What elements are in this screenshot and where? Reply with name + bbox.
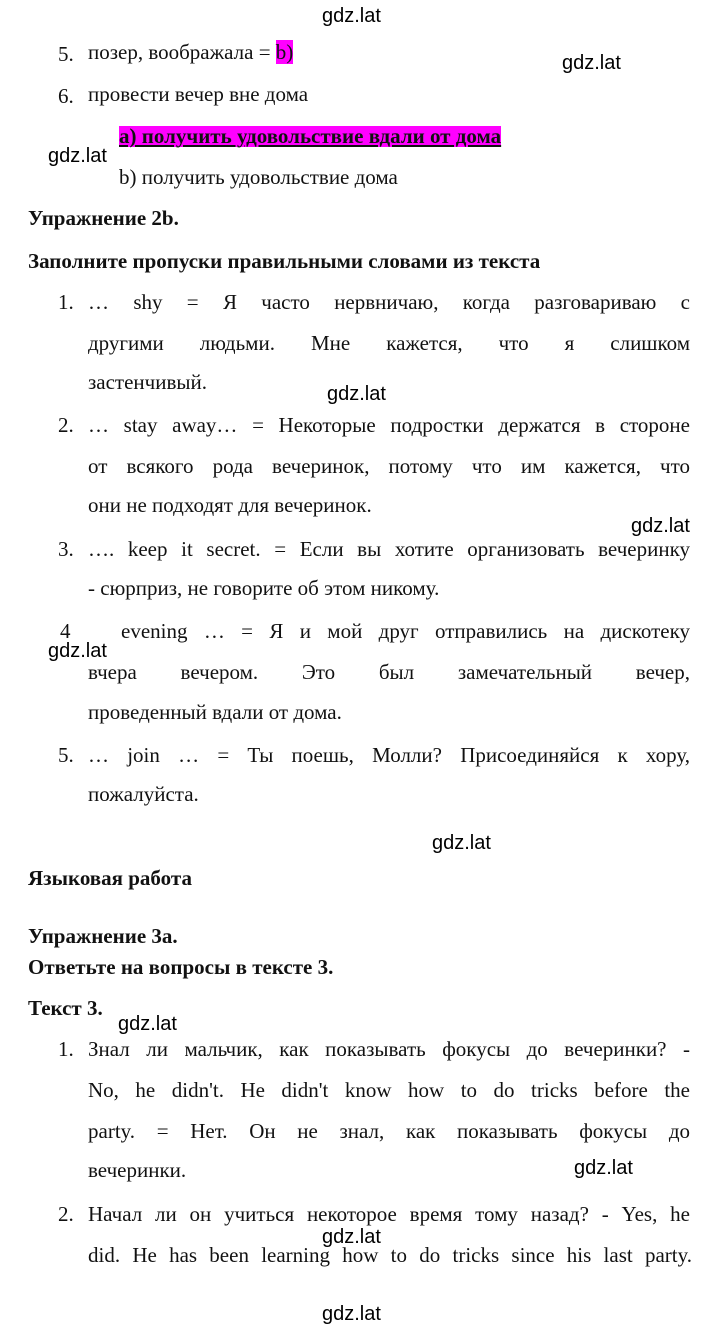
language-work-title: Языковая работа <box>28 866 192 890</box>
ex3a-item-2-number: 2. <box>58 1202 74 1226</box>
ex2b-item-4-number: 4 <box>60 619 71 643</box>
ex2b-item-2-number: 2. <box>58 413 74 437</box>
ex3a-item-1-line-4: вечеринки. <box>88 1158 187 1182</box>
watermark: gdz.lat <box>322 5 381 27</box>
exercise-2b-title: Упражнение 2b. <box>28 206 179 230</box>
item-5-text <box>88 42 293 63</box>
ex2b-item-1-number: 1. <box>58 290 74 314</box>
ex3a-item-1-line-3: party. = Нет. Он не знал, как показывать фокусы до <box>88 1119 690 1143</box>
ex2b-item-4-line-3: проведенный вдали от дома. <box>88 700 342 724</box>
ex2b-item-1-line-1: … shy = Я часто нервничаю, когда разговариваю с <box>88 290 690 314</box>
watermark: gdz.lat <box>48 145 107 167</box>
ex3a-item-1-number: 1. <box>58 1037 74 1061</box>
option-a-highlighted: а) получить удовольствие вдали от дома <box>119 124 502 148</box>
item-5-number: 5. <box>58 42 74 66</box>
ex2b-item-3-line-2: - сюрприз, не говорите об этом никому. <box>88 576 440 600</box>
ex2b-item-4-line-1: evening … = Я и мой друг отправились на дискотеку <box>121 619 690 643</box>
exercise-3a-title: Упражнение 3а. <box>28 924 178 948</box>
ex2b-item-2-line-2: от всякого рода вечеринок, потому что им кажется, что <box>88 454 690 478</box>
exercise-2b-instruction: Заполните пропуски правильными словами из текста <box>28 249 541 273</box>
item-5-answer: b) <box>275 40 294 64</box>
ex3a-item-2-line-2: did. He has been learning how to do tricks since his last party. <box>88 1243 692 1267</box>
watermark: gdz.lat <box>327 383 386 405</box>
ex3a-item-1-line-1: Знал ли мальчик, как показывать фокусы до вечеринки? - <box>88 1037 690 1061</box>
ex2b-item-1-line-2: другими людьми. Мне кажется, что я слишком <box>88 331 690 355</box>
watermark: gdz.lat <box>118 1013 177 1035</box>
watermark: gdz.lat <box>322 1226 381 1248</box>
item-6-text: провести вечер вне дома <box>88 82 309 106</box>
ex2b-item-3-number: 3. <box>58 537 74 561</box>
watermark: gdz.lat <box>574 1157 633 1179</box>
item-6-number: 6. <box>58 84 74 108</box>
watermark: gdz.lat <box>48 640 107 662</box>
exercise-3a-instruction: Ответьте на вопросы в тексте 3. <box>28 955 334 979</box>
ex2b-item-2-line-1: … stay away… = Некоторые подростки держатся в стороне <box>88 413 690 437</box>
ex2b-item-3-line-1: …. keep it secret. = Если вы хотите организовать вечеринку <box>88 537 690 561</box>
ex2b-item-5-number: 5. <box>58 743 74 767</box>
ex3a-item-1-line-2: No, he didn't. He didn't know how to do tricks before the <box>88 1078 690 1102</box>
option-b: b) получить удовольствие дома <box>119 165 398 189</box>
ex2b-item-5-line-1: … join … = Ты поешь, Молли? Присоединяйся к хору, <box>88 743 690 767</box>
ex3a-item-2-line-1: Начал ли он учиться некоторое время тому назад? - Yes, he <box>88 1202 690 1226</box>
watermark: gdz.lat <box>631 515 690 537</box>
watermark: gdz.lat <box>432 832 491 854</box>
ex2b-item-4-line-2: вчера вечером. Это был замечательный вечер, <box>88 660 690 684</box>
item-5-label: позер, воображала = <box>88 40 276 64</box>
watermark: gdz.lat <box>562 52 621 74</box>
ex2b-item-5-line-2: пожалуйста. <box>88 782 199 806</box>
watermark: gdz.lat <box>322 1303 381 1325</box>
text-3-label: Текст 3. <box>28 996 103 1020</box>
ex2b-item-2-line-3: они не подходят для вечеринок. <box>88 493 372 517</box>
ex2b-item-1-line-3: застенчивый. <box>88 370 207 394</box>
